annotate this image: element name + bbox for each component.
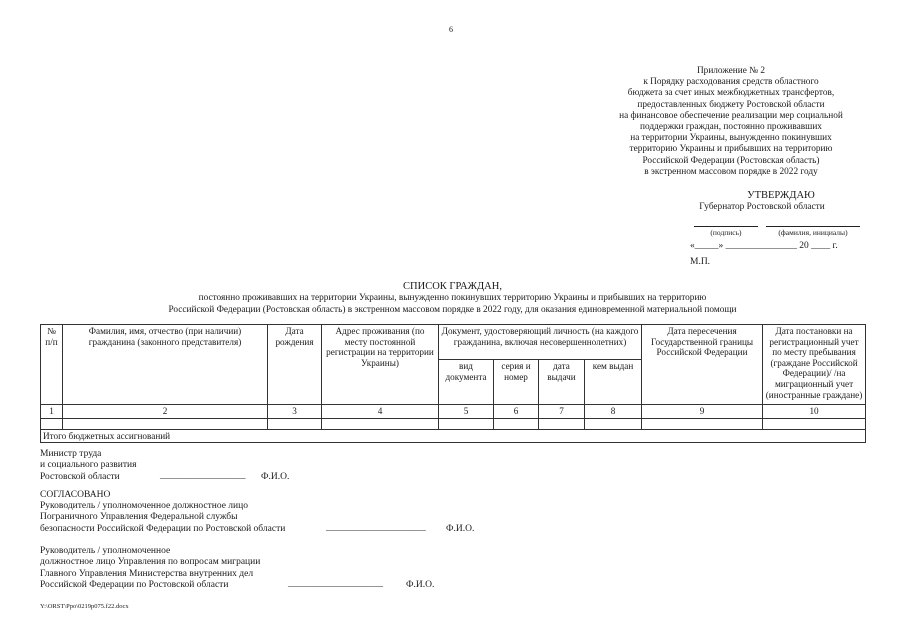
appendix-line: Российской Федерации (Ростовская область) bbox=[642, 155, 820, 166]
header-num: № п/п bbox=[41, 325, 63, 405]
table-cell bbox=[41, 418, 63, 429]
header-doc-issuer: кем выдан bbox=[585, 360, 642, 405]
column-number: 10 bbox=[763, 405, 866, 419]
minister-block bbox=[40, 449, 136, 483]
minister-line: Ростовской области bbox=[40, 471, 120, 482]
migration-signature-line: ____________________ bbox=[288, 579, 383, 589]
appendix-line: на территории Украины, вынужденно покинувших bbox=[630, 133, 832, 144]
header-document: Документ, удостоверяющий личность (на каждого гражданина, включая несовершеннолетних) bbox=[439, 325, 642, 360]
column-number: 7 bbox=[539, 405, 585, 419]
list-title: СПИСОК ГРАЖДАН, bbox=[403, 281, 502, 292]
column-number: 5 bbox=[439, 405, 494, 419]
border-service-line: Руководитель / уполномоченное должностное лицо bbox=[40, 501, 248, 511]
list-subtitle bbox=[40, 293, 865, 316]
column-number: 1 bbox=[41, 405, 63, 419]
name-line bbox=[766, 226, 860, 227]
header-birth-date: Дата рождения bbox=[268, 325, 322, 405]
appendix-line: Приложение № 2 bbox=[696, 66, 766, 76]
border-fio: Ф.И.О. bbox=[446, 524, 475, 534]
migration-block bbox=[40, 546, 260, 592]
total-row bbox=[41, 429, 866, 443]
header-border-crossing: Дата пересечения Государственной границы Российской Федерации bbox=[642, 325, 763, 405]
column-number: 4 bbox=[322, 405, 439, 419]
list-subtitle-line: Российской Федерации (Ростовская область) в экстренном массовом порядке в 2022 году, для оказания единовременной материальной помощи bbox=[168, 304, 737, 315]
appendix-line: бюджета за счет иных межбюджетных трансфертов, bbox=[627, 88, 835, 99]
seal-label: М.П. bbox=[690, 257, 711, 267]
table-cell bbox=[63, 418, 268, 429]
header-doc-date: дата выдачи bbox=[539, 360, 585, 405]
border-service-line: безопасности Российской Федерации по Ростовской области bbox=[40, 523, 286, 534]
minister-fio: Ф.И.О. bbox=[261, 472, 290, 482]
header-registration: Дата постановки на регистрационный учет по месту пребывания (граждане Российской Федерации)/ /на миграционный учет (иностранные граждане) bbox=[763, 325, 866, 405]
migration-line: Главного Управления Министерства внутренних дел bbox=[40, 568, 254, 579]
table-cell bbox=[763, 418, 866, 429]
signature-caption: (подпись) bbox=[710, 228, 742, 237]
minister-line: Министр труда bbox=[40, 449, 102, 459]
approval-title: УТВЕРЖДАЮ bbox=[747, 190, 815, 201]
appendix-block bbox=[600, 66, 862, 178]
signature-line bbox=[694, 226, 758, 227]
table-cell bbox=[585, 418, 642, 429]
border-service-block bbox=[40, 501, 285, 535]
column-number: 6 bbox=[494, 405, 539, 419]
column-number: 2 bbox=[63, 405, 268, 419]
migration-line: должностное лицо Управления по вопросам миграции bbox=[40, 557, 261, 568]
approval-subtitle: Губернатор Ростовской области bbox=[699, 202, 825, 212]
page-number: 6 bbox=[449, 25, 453, 34]
migration-fio: Ф.И.О. bbox=[406, 580, 435, 590]
column-number: 3 bbox=[268, 405, 322, 419]
total-label: Итого бюджетных ассигнований bbox=[41, 429, 866, 443]
minister-signature-line: __________________ bbox=[160, 471, 246, 481]
file-path: Y:\ORST\Ppo\0219p075.f22.docx bbox=[40, 603, 129, 610]
appendix-line: поддержки граждан, постоянно проживавших bbox=[640, 122, 822, 133]
border-service-line: Пограничного Управления Федеральной службы bbox=[40, 512, 238, 523]
agreed-label: СОГЛАСОВАНО bbox=[40, 490, 111, 500]
table-cell bbox=[268, 418, 322, 429]
appendix-line: к Порядку расходования средств областного bbox=[643, 77, 819, 88]
column-number: 9 bbox=[642, 405, 763, 419]
migration-line: Руководитель / уполномоченное bbox=[40, 546, 171, 556]
minister-line: и социального развития bbox=[40, 460, 137, 471]
table-cell bbox=[642, 418, 763, 429]
appendix-line: на финансовое обеспечение реализации мер социальной bbox=[619, 110, 843, 121]
appendix-line: территорию Украины и прибывших на территорию bbox=[629, 144, 833, 155]
appendix-line: в экстренном массовом порядке в 2022 году bbox=[644, 166, 818, 177]
header-doc-type: вид документа bbox=[439, 360, 494, 405]
border-signature-line: _____________________ bbox=[326, 523, 426, 533]
name-caption: (фамилия, инициалы) bbox=[778, 228, 848, 237]
citizens-table bbox=[40, 324, 866, 443]
migration-line: Российской Федерации по Ростовской области bbox=[40, 580, 229, 591]
list-subtitle-line: постоянно проживавших на территории Украины, вынужденно покинувших территорию Украины и прибывших на территорию bbox=[198, 293, 707, 303]
header-doc-series: серия и номер bbox=[494, 360, 539, 405]
header-fio: Фамилия, имя, отчество (при наличии) гражданина (законного представителя) bbox=[63, 325, 268, 405]
table-cell bbox=[494, 418, 539, 429]
header-address: Адрес проживания (по месту постоянной регистрации на территории Украины) bbox=[322, 325, 439, 405]
table-cell bbox=[322, 418, 439, 429]
approval-date-line: «_____» _______________ 20 ____ г. bbox=[690, 241, 838, 251]
table-cell bbox=[439, 418, 494, 429]
column-number: 8 bbox=[585, 405, 642, 419]
table-cell bbox=[539, 418, 585, 429]
appendix-line: предоставленных бюджету Ростовской области bbox=[637, 99, 825, 110]
table-row bbox=[41, 418, 866, 429]
